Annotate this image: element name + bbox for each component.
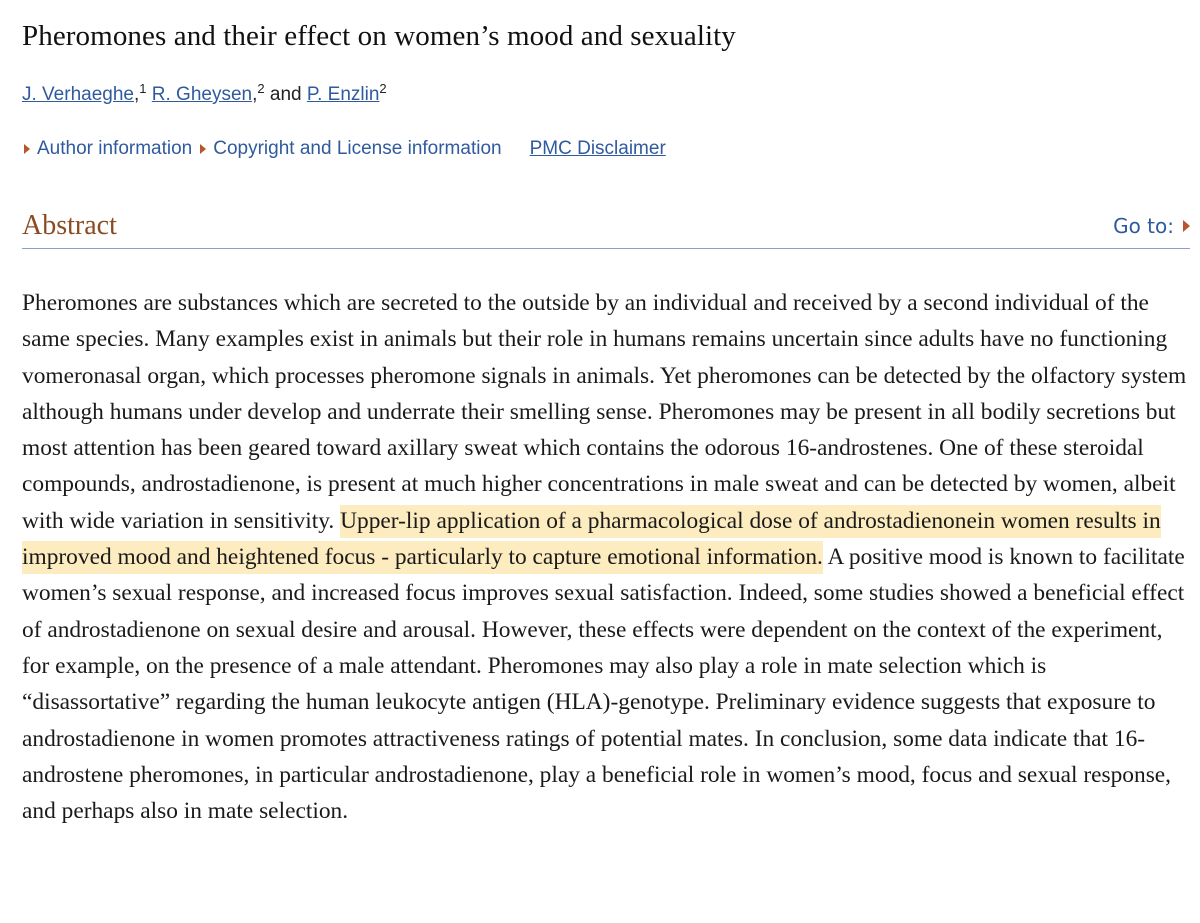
caret-right-icon <box>200 144 206 154</box>
author-affiliation-marker: 2 <box>379 81 387 96</box>
author-link-verhaeghe[interactable]: J. Verhaeghe <box>22 84 134 105</box>
abstract-heading: Abstract <box>22 210 117 241</box>
author-affiliation-marker: 1 <box>139 81 147 96</box>
abstract-highlighted-text: Upper-lip application of a pharmacological dose of androstadienonein women results in improved mood and heightened focus - particularly to capture emotional information. <box>22 505 1161 574</box>
abstract-section-header <box>22 206 1190 249</box>
author-link-enzlin[interactable]: P. Enzlin <box>306 84 380 105</box>
author-affiliation-marker: 2 <box>257 81 265 96</box>
pmc-disclaimer-link[interactable]: PMC Disclaimer <box>529 138 666 159</box>
abstract-text-after: A positive mood is known to facilitate women’s sexual response, and increased focus improves sexual satisfaction. Indeed, some studies showed a beneficial effect of androstadienone on sexual desire and arousal. However, these effects were dependent on the context of the experiment, for example, on the presence of a male attendant. Pheromones may also play a role in mate selection which is “disassortative” regarding the human leukocyte antigen (HLA)-genotype. Preliminary evidence suggests that exposure to androstadienone in women promotes attractiveness ratings of potential mates. In conclusion, some data indicate that 16-androstene pheromones, in particular androstadienone, play a beneficial role in women’s mood, focus and sexual response, and perhaps also in mate selection. <box>22 544 1185 825</box>
copyright-license-toggle[interactable] <box>198 138 501 160</box>
author-link-gheysen[interactable]: R. Gheysen <box>151 84 253 105</box>
caret-right-icon <box>24 144 30 154</box>
caret-right-icon <box>1183 220 1190 232</box>
goto-label: Go to: <box>1113 214 1174 238</box>
article-meta-links <box>22 138 666 160</box>
abstract-body <box>22 285 1187 829</box>
abstract-text-before: Pheromones are substances which are secreted to the outside by an individual and received by a second individual of the same species. Many examples exist in animals but their role in humans remains uncertain since adults have no functioning vomeronasal organ, which processes pheromone signals in animals. Yet pheromones can be detected by the olfactory system although humans under develop and underrate their smelling sense. Pheromones may be present in all bodily secretions but most attention has been geared toward axillary sweat which contains the odorous 16-androstenes. One of these steroidal compounds, androstadienone, is present at much higher concentrations in male sweat and can be detected by women, albeit with wide variation in sensitivity. <box>22 290 1187 534</box>
author-information-toggle[interactable] <box>22 138 192 160</box>
goto-menu-button[interactable] <box>1113 214 1190 238</box>
copyright-license-label: Copyright and License information <box>213 138 502 159</box>
article-title: Pheromones and their effect on women’s mood and sexuality <box>22 20 736 52</box>
author-information-label: Author information <box>37 138 193 159</box>
author-list: J. Verhaeghe,$^1$ R. Gheysen,$^2$ and P. Enzlin$^2$ <box>22 81 387 105</box>
